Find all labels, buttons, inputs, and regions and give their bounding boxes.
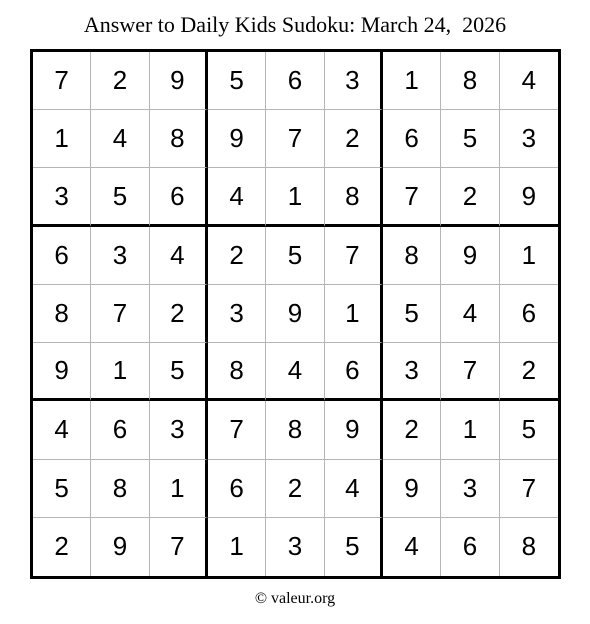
sudoku-cell: 3: [91, 227, 149, 285]
sudoku-cell: 6: [500, 285, 558, 343]
sudoku-cell: 7: [500, 460, 558, 518]
sudoku-cell: 1: [500, 227, 558, 285]
sudoku-cell: 2: [500, 343, 558, 401]
sudoku-cell: 4: [383, 518, 441, 576]
sudoku-cell: 1: [441, 401, 499, 459]
footer-credit: © valeur.org: [254, 590, 336, 607]
sudoku-cell: 7: [91, 285, 149, 343]
sudoku-cell: 6: [33, 227, 91, 285]
sudoku-cell: 3: [383, 343, 441, 401]
sudoku-cell: 2: [383, 401, 441, 459]
sudoku-cell: 9: [325, 401, 383, 459]
sudoku-cell: 4: [33, 401, 91, 459]
sudoku-cell: 1: [383, 52, 441, 110]
sudoku-cell: 7: [325, 227, 383, 285]
sudoku-cell: 7: [266, 110, 324, 168]
sudoku-cell: 3: [325, 52, 383, 110]
sudoku-cell: 7: [383, 168, 441, 226]
sudoku-cell: 8: [33, 285, 91, 343]
sudoku-cell: 3: [441, 460, 499, 518]
sudoku-cell: 7: [150, 518, 208, 576]
sudoku-cell: 9: [441, 227, 499, 285]
sudoku-cell: 3: [266, 518, 324, 576]
sudoku-cell: 4: [91, 110, 149, 168]
sudoku-cell: 2: [208, 227, 266, 285]
sudoku-cell: 4: [150, 227, 208, 285]
sudoku-cell: 3: [208, 285, 266, 343]
sudoku-cell: 1: [325, 285, 383, 343]
sudoku-cell: 9: [266, 285, 324, 343]
sudoku-cell: 2: [325, 110, 383, 168]
sudoku-cell: 3: [33, 168, 91, 226]
sudoku-cell: 6: [208, 460, 266, 518]
sudoku-cell: 4: [441, 285, 499, 343]
sudoku-cell: 6: [150, 168, 208, 226]
sudoku-cell: 5: [33, 460, 91, 518]
sudoku-cell: 9: [150, 52, 208, 110]
sudoku-cell: 4: [208, 168, 266, 226]
sudoku-cell: 5: [150, 343, 208, 401]
sudoku-cell: 8: [91, 460, 149, 518]
sudoku-cell: 2: [441, 168, 499, 226]
sudoku-cell: 9: [383, 460, 441, 518]
sudoku-cell: 7: [208, 401, 266, 459]
sudoku-cell: 9: [208, 110, 266, 168]
sudoku-cell: 8: [325, 168, 383, 226]
sudoku-cell: 8: [208, 343, 266, 401]
sudoku-cell: 6: [266, 52, 324, 110]
sudoku-cell: 9: [33, 343, 91, 401]
sudoku-cell: 3: [150, 401, 208, 459]
sudoku-cell: 5: [441, 110, 499, 168]
sudoku-cell: 4: [500, 52, 558, 110]
page-title: Answer to Daily Kids Sudoku: March 24, 2026: [83, 12, 507, 37]
sudoku-cell: 6: [91, 401, 149, 459]
sudoku-cell: 1: [150, 460, 208, 518]
sudoku-board: [30, 49, 561, 579]
sudoku-cell: 6: [441, 518, 499, 576]
sudoku-cell: 1: [266, 168, 324, 226]
sudoku-cell: 9: [91, 518, 149, 576]
sudoku-cell: 6: [383, 110, 441, 168]
sudoku-cell: 5: [500, 401, 558, 459]
sudoku-cell: 8: [150, 110, 208, 168]
sudoku-cell: 2: [150, 285, 208, 343]
sudoku-cell: 7: [33, 52, 91, 110]
sudoku-cell: 2: [266, 460, 324, 518]
sudoku-cell: 2: [33, 518, 91, 576]
sudoku-cell: 5: [208, 52, 266, 110]
sudoku-cell: 5: [383, 285, 441, 343]
sudoku-cell: 8: [521, 531, 537, 562]
sudoku-cell: 4: [266, 343, 324, 401]
sudoku-cell: 7: [441, 343, 499, 401]
sudoku-cell: 5: [325, 518, 383, 576]
sudoku-cell: 5: [266, 227, 324, 285]
sudoku-cell: 1: [91, 343, 149, 401]
sudoku-cell: 5: [91, 168, 149, 226]
sudoku-cell: 6: [325, 343, 383, 401]
sudoku-cell: 4: [325, 460, 383, 518]
sudoku-cell: 1: [208, 518, 266, 576]
sudoku-cell: 8: [266, 401, 324, 459]
sudoku-cell: 9: [500, 168, 558, 226]
sudoku-cell: 1: [33, 110, 91, 168]
sudoku-cell: 8: [383, 227, 441, 285]
sudoku-cell: 2: [91, 52, 149, 110]
sudoku-cell: 3: [500, 110, 558, 168]
sudoku-cell: 8: [441, 52, 499, 110]
